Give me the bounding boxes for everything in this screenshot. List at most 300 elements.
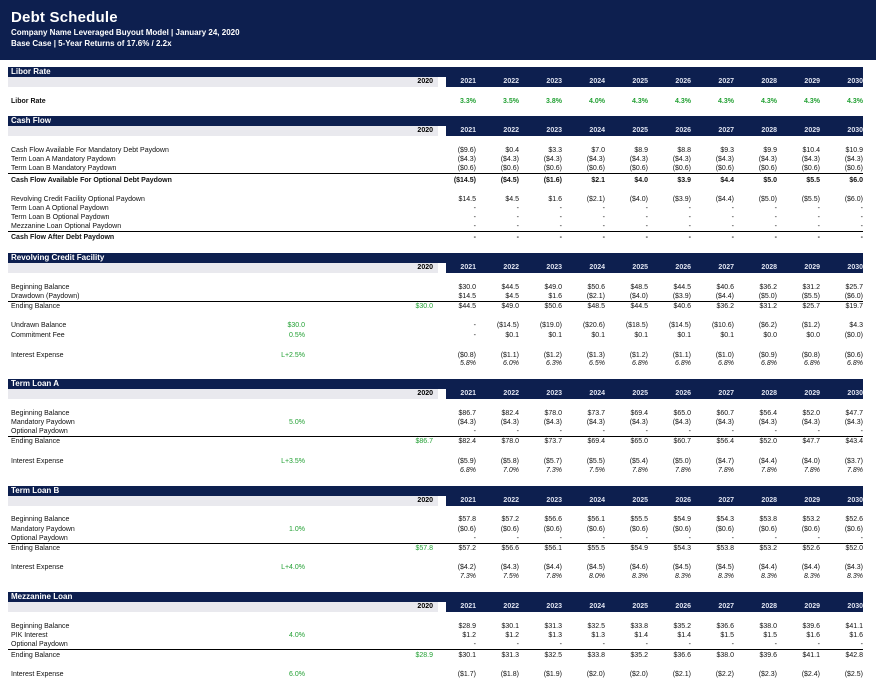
value-cell: -: [817, 535, 820, 542]
value-cell: ($2.0): [586, 671, 605, 678]
year-2029: 2029: [804, 78, 820, 85]
value-cell: $28.9: [458, 623, 476, 630]
value-cell: $38.0: [716, 652, 734, 659]
year-2029: 2029: [804, 264, 820, 271]
year-2021: 2021: [460, 497, 476, 504]
value-cell: $31.3: [544, 623, 562, 630]
value-cell: $44.5: [630, 303, 648, 310]
value-cell: $57.8: [458, 516, 476, 523]
value-cell: ($0.6): [543, 165, 562, 172]
row-label: Optional Paydown: [11, 428, 68, 435]
value-cell: $5.0: [763, 177, 777, 184]
value-cell: 7.5%: [589, 467, 605, 474]
value-cell: $36.2: [716, 303, 734, 310]
value-cell: -: [473, 332, 476, 339]
value-cell: $10.9: [845, 147, 863, 154]
page-subtitle: Company Name Leveraged Buyout Model | January 24, 2020: [11, 28, 240, 37]
year-2022: 2022: [503, 390, 519, 397]
value-cell: $36.2: [759, 284, 777, 291]
value-cell: ($4.3): [801, 156, 820, 163]
value-cell: ($4.5): [672, 564, 691, 571]
value-cell: 4.3%: [632, 98, 648, 105]
value-cell: ($4.3): [500, 419, 519, 426]
year-2024: 2024: [589, 127, 605, 134]
value-cell: -: [731, 214, 734, 221]
value-cell: $53.8: [759, 516, 777, 523]
value-cell: -: [774, 223, 777, 230]
value-cell: $38.0: [759, 623, 777, 630]
year-2029: 2029: [804, 390, 820, 397]
year-2021: 2021: [460, 127, 476, 134]
year-2023: 2023: [546, 497, 562, 504]
value-cell: -: [860, 214, 863, 221]
value-cell: $40.6: [716, 284, 734, 291]
value-cell: 4.3%: [804, 98, 820, 105]
year-2021: 2021: [460, 264, 476, 271]
value-cell: $57.2: [458, 545, 476, 552]
value-cell: $47.7: [802, 438, 820, 445]
year-2024: 2024: [589, 603, 605, 610]
value-cell: -: [688, 641, 691, 648]
value-cell: ($3.9): [672, 293, 691, 300]
value-cell: ($0.0): [844, 332, 863, 339]
value-cell: $4.5: [505, 196, 519, 203]
row-label: Ending Balance: [11, 303, 61, 310]
value-cell: ($0.8): [457, 352, 476, 359]
year-2026: 2026: [675, 603, 691, 610]
total-rule: [8, 173, 863, 174]
value-cell: $73.7: [544, 438, 562, 445]
year-2020: 2020: [417, 127, 433, 134]
value-cell: $30.1: [501, 623, 519, 630]
value-cell: ($4.3): [758, 156, 777, 163]
value-cell: ($4.4): [801, 564, 820, 571]
value-cell: -: [516, 428, 519, 435]
value-cell: ($4.3): [543, 419, 562, 426]
value-cell: -: [473, 223, 476, 230]
value-cell: -: [473, 641, 476, 648]
assumption-value: $30.0: [287, 322, 305, 329]
value-cell: $1.6: [806, 632, 820, 639]
year-2030: 2030: [847, 78, 863, 85]
value-cell: -: [817, 428, 820, 435]
value-cell: ($0.6): [586, 165, 605, 172]
value-cell: $43.4: [845, 438, 863, 445]
value-cell: -: [688, 214, 691, 221]
total-rule: [8, 231, 863, 232]
value-cell: $82.4: [458, 438, 476, 445]
assumption-value: 1.0%: [289, 526, 305, 533]
value-cell: 7.8%: [675, 467, 691, 474]
value-cell: $31.2: [802, 284, 820, 291]
value-cell: -: [602, 641, 605, 648]
value-cell: $40.6: [673, 303, 691, 310]
value-cell: ($4.5): [586, 564, 605, 571]
row-label: Commitment Fee: [11, 332, 65, 339]
value-cell: -: [774, 428, 777, 435]
row-label: Beginning Balance: [11, 623, 70, 630]
value-cell: -: [817, 234, 820, 241]
value-cell: $47.7: [845, 410, 863, 417]
value-cell: $0.1: [720, 332, 734, 339]
value-cell: -: [731, 428, 734, 435]
value-cell: $31.2: [759, 303, 777, 310]
row-label: Mandatory Paydown: [11, 526, 75, 533]
value-cell: $3.3: [548, 147, 562, 154]
value-cell: $52.6: [802, 545, 820, 552]
row-label: Interest Expense: [11, 564, 64, 571]
value-cell: ($4.4): [758, 458, 777, 465]
value-cell: $0.4: [505, 147, 519, 154]
value-cell: ($5.9): [457, 458, 476, 465]
value-cell: $44.5: [673, 284, 691, 291]
value-cell: ($20.6): [582, 322, 605, 329]
value-cell: $41.1: [802, 652, 820, 659]
row-label: Beginning Balance: [11, 284, 70, 291]
value-cell: ($4.3): [715, 419, 734, 426]
value-cell: -: [860, 641, 863, 648]
year-header-shade: [8, 389, 438, 399]
value-cell: $25.7: [802, 303, 820, 310]
value-cell: ($0.6): [500, 526, 519, 533]
value-cell: 8.3%: [632, 573, 648, 580]
value-cell: ($0.6): [672, 526, 691, 533]
value-cell: $60.7: [716, 410, 734, 417]
value-cell: $0.1: [591, 332, 605, 339]
value-cell: $82.4: [501, 410, 519, 417]
value-cell: ($4.4): [543, 564, 562, 571]
value-cell: $44.5: [458, 303, 476, 310]
value-cell: ($4.5): [715, 564, 734, 571]
value-cell: $48.5: [587, 303, 605, 310]
assumption-value: L+2.5%: [281, 352, 305, 359]
value-cell: ($0.6): [801, 526, 820, 533]
value-cell: $1.4: [677, 632, 691, 639]
value-cell: ($5.8): [500, 458, 519, 465]
year-2028: 2028: [761, 603, 777, 610]
value-cell: ($4.0): [801, 458, 820, 465]
value-cell: 7.5%: [503, 573, 519, 580]
row-label: Mandatory Paydown: [11, 419, 75, 426]
value-cell: 4.3%: [718, 98, 734, 105]
value-cell: $1.5: [763, 632, 777, 639]
value-cell: -: [602, 205, 605, 212]
value-cell: 8.3%: [675, 573, 691, 580]
value-cell: ($2.3): [758, 671, 777, 678]
value-cell: $0.1: [634, 332, 648, 339]
value-cell: $6.0: [849, 177, 863, 184]
value-cell: ($2.4): [801, 671, 820, 678]
value-cell: -: [473, 428, 476, 435]
year-2029: 2029: [804, 603, 820, 610]
year-2023: 2023: [546, 390, 562, 397]
libor-year-header: [8, 77, 863, 87]
value-cell: $4.3: [849, 322, 863, 329]
value-cell: $65.0: [630, 438, 648, 445]
value-cell: $0.1: [677, 332, 691, 339]
value-cell: -: [774, 234, 777, 241]
value-cell: $65.0: [673, 410, 691, 417]
value-cell: 8.3%: [718, 573, 734, 580]
value-cell: $54.9: [673, 516, 691, 523]
row-label: Optional Paydown: [11, 641, 68, 648]
value-cell: $9.3: [720, 147, 734, 154]
value-cell: $31.3: [501, 652, 519, 659]
year-2021: 2021: [460, 603, 476, 610]
value-cell: -: [774, 535, 777, 542]
value-cell: $56.4: [716, 438, 734, 445]
row-label: PIK Interest: [11, 632, 48, 639]
value-cell: $30.1: [458, 652, 476, 659]
value-cell: -: [602, 535, 605, 542]
value-cell: -: [473, 322, 476, 329]
value-cell: ($0.6): [844, 526, 863, 533]
value-cell: 3.5%: [503, 98, 519, 105]
value-cell: ($2.0): [629, 671, 648, 678]
assumption-value: 5.0%: [289, 419, 305, 426]
value-cell: $52.6: [845, 516, 863, 523]
value-cell: ($0.6): [844, 165, 863, 172]
value-cell: -: [688, 535, 691, 542]
row-label: Mezzanine Loan Optional Paydown: [11, 223, 122, 230]
value-cell: ($0.6): [672, 165, 691, 172]
value-cell: -: [774, 205, 777, 212]
year-2026: 2026: [675, 127, 691, 134]
value-cell: ($1.0): [715, 352, 734, 359]
value-cell: ($4.3): [500, 564, 519, 571]
value-cell: ($4.3): [543, 156, 562, 163]
value-cell: $52.0: [759, 438, 777, 445]
value-cell: 7.8%: [847, 467, 863, 474]
value-cell: ($0.8): [801, 352, 820, 359]
value-cell: $39.6: [802, 623, 820, 630]
value-cell: $60.7: [673, 438, 691, 445]
year-2025: 2025: [632, 127, 648, 134]
row-label: Revolving Credit Facility Optional Paydown: [11, 196, 145, 203]
value-cell: ($4.3): [844, 419, 863, 426]
year-header-shade: [8, 77, 438, 87]
value-cell: ($4.4): [715, 196, 734, 203]
year-2030: 2030: [847, 127, 863, 134]
value-cell: 7.8%: [761, 467, 777, 474]
value-cell: ($6.2): [758, 322, 777, 329]
value-cell: $50.6: [544, 303, 562, 310]
value-cell: ($0.6): [457, 165, 476, 172]
value-cell: -: [516, 234, 519, 241]
value-cell: -: [731, 205, 734, 212]
value-cell: ($1.1): [500, 352, 519, 359]
value-cell: ($5.5): [801, 196, 820, 203]
value-cell: -: [774, 641, 777, 648]
row-label: Libor Rate: [11, 98, 46, 105]
value-cell: -: [860, 205, 863, 212]
value-cell: -: [516, 535, 519, 542]
value-cell: $10.4: [802, 147, 820, 154]
value-cell: $33.8: [630, 623, 648, 630]
year-2024: 2024: [589, 78, 605, 85]
value-cell: $9.9: [763, 147, 777, 154]
value-cell: ($4.4): [758, 564, 777, 571]
value-cell: ($0.6): [457, 526, 476, 533]
value-cell: 6.5%: [589, 360, 605, 367]
year-2028: 2028: [761, 264, 777, 271]
row-label: Cash Flow After Debt Paydown: [11, 234, 115, 241]
value-cell: ($5.0): [672, 458, 691, 465]
value-cell: ($2.5): [844, 671, 863, 678]
value-cell: -: [559, 223, 562, 230]
value-cell: $32.5: [587, 623, 605, 630]
value-cell: $0.0: [806, 332, 820, 339]
value-cell: -: [645, 234, 648, 241]
year-2023: 2023: [546, 603, 562, 610]
row-label: Interest Expense: [11, 671, 64, 678]
value-cell: ($3.9): [672, 196, 691, 203]
term-loan-b-year-header: [8, 496, 863, 506]
value-cell: ($2.2): [715, 671, 734, 678]
year-header-shade: [8, 126, 438, 136]
cash-flow-year-header: [8, 126, 863, 136]
value-cell: $54.3: [716, 516, 734, 523]
year-2020: 2020: [417, 497, 433, 504]
year-2020: 2020: [417, 78, 433, 85]
value-cell: $35.2: [673, 623, 691, 630]
value-cell: ($2.1): [586, 293, 605, 300]
value-cell: $4.0: [634, 177, 648, 184]
year-2022: 2022: [503, 264, 519, 271]
value-cell: -: [645, 214, 648, 221]
value-cell: $19.7: [845, 303, 863, 310]
value-cell: ($9.6): [457, 147, 476, 154]
row-label: Beginning Balance: [11, 516, 70, 523]
value-cell: $0.1: [548, 332, 562, 339]
term-loan-a-section-title: Term Loan A: [8, 379, 863, 389]
revolver-section-title: Revolving Credit Facility: [8, 253, 863, 263]
value-cell: ($0.6): [844, 352, 863, 359]
year-2027: 2027: [718, 497, 734, 504]
year-header-shade: [8, 602, 438, 612]
year-2027: 2027: [718, 78, 734, 85]
value-cell: $1.3: [591, 632, 605, 639]
value-cell: ($1.2): [629, 352, 648, 359]
value-cell: -: [516, 223, 519, 230]
value-cell: 5.8%: [460, 360, 476, 367]
year-2020: 2020: [417, 390, 433, 397]
value-cell: $55.5: [587, 545, 605, 552]
year-2021: 2021: [460, 390, 476, 397]
value-cell: $50.6: [587, 284, 605, 291]
value-cell: 8.0%: [589, 573, 605, 580]
value-cell: 7.3%: [460, 573, 476, 580]
value-cell: $86.7: [458, 410, 476, 417]
value-cell: -: [731, 535, 734, 542]
value-cell: ($14.5): [496, 322, 519, 329]
row-label: Ending Balance: [11, 545, 61, 552]
row-label: Term Loan A Optional Paydown: [11, 205, 109, 212]
value-cell: ($4.3): [672, 419, 691, 426]
year-2027: 2027: [718, 390, 734, 397]
row-label: Ending Balance: [11, 652, 61, 659]
value-cell: -: [645, 205, 648, 212]
term-loan-b-section-title: Term Loan B: [8, 486, 863, 496]
value-cell: $7.0: [591, 147, 605, 154]
value-cell: 8.3%: [761, 573, 777, 580]
value-cell: -: [473, 535, 476, 542]
page-header: [0, 0, 876, 60]
value-cell: $73.7: [587, 410, 605, 417]
value-cell: ($2.1): [672, 671, 691, 678]
value-cell: $14.5: [458, 293, 476, 300]
value-cell: $52.0: [845, 545, 863, 552]
value-cell: 6.8%: [460, 467, 476, 474]
value-cell: $30.0: [458, 284, 476, 291]
value-cell: 6.8%: [632, 360, 648, 367]
year-2026: 2026: [675, 264, 691, 271]
value-cell: $48.5: [630, 284, 648, 291]
value-cell: -: [645, 535, 648, 542]
row-label: Undrawn Balance: [11, 322, 67, 329]
value-cell: -: [688, 428, 691, 435]
value-cell: -: [559, 428, 562, 435]
row-label: Optional Paydown: [11, 535, 68, 542]
value-cell: -: [473, 205, 476, 212]
value-cell: $0.0: [763, 332, 777, 339]
value-cell: $52.0: [802, 410, 820, 417]
scenario-line: Base Case | 5-Year Returns of 17.6% / 2.2x: [11, 39, 172, 48]
value-cell: 4.0%: [589, 98, 605, 105]
value-cell: $2.1: [591, 177, 605, 184]
value-cell: -: [688, 205, 691, 212]
value-cell: ($3.7): [844, 458, 863, 465]
assumption-value: 0.5%: [289, 332, 305, 339]
year-2026: 2026: [675, 497, 691, 504]
value-cell: $54.9: [630, 545, 648, 552]
value-cell: 6.3%: [546, 360, 562, 367]
row-label: Term Loan A Mandatory Paydown: [11, 156, 116, 163]
year-2028: 2028: [761, 127, 777, 134]
value-cell: ($4.0): [629, 293, 648, 300]
year-2030: 2030: [847, 264, 863, 271]
value-cell: ($1.9): [543, 671, 562, 678]
value-cell: $49.0: [544, 284, 562, 291]
value-cell: -: [817, 205, 820, 212]
value-cell: $44.5: [501, 284, 519, 291]
year-2022: 2022: [503, 603, 519, 610]
value-cell: ($4.3): [586, 419, 605, 426]
value-cell: ($14.5): [668, 322, 691, 329]
value-cell: $33.8: [587, 652, 605, 659]
year-2024: 2024: [589, 264, 605, 271]
year-2022: 2022: [503, 78, 519, 85]
revolver-year-header: [8, 263, 863, 273]
cash-flow-section-title: Cash Flow: [8, 116, 863, 126]
value-cell: $56.1: [587, 516, 605, 523]
year-2024: 2024: [589, 390, 605, 397]
year-2022: 2022: [503, 497, 519, 504]
value-cell: ($4.3): [500, 156, 519, 163]
value-cell: ($6.0): [844, 196, 863, 203]
value-cell: $56.1: [544, 545, 562, 552]
value-cell: $86.7: [415, 438, 433, 445]
row-label: Beginning Balance: [11, 410, 70, 417]
value-cell: $1.6: [548, 196, 562, 203]
value-cell: ($4.3): [672, 156, 691, 163]
value-cell: ($2.1): [586, 196, 605, 203]
year-2027: 2027: [718, 264, 734, 271]
value-cell: ($4.6): [629, 564, 648, 571]
value-cell: 8.3%: [847, 573, 863, 580]
value-cell: 6.8%: [675, 360, 691, 367]
year-2028: 2028: [761, 497, 777, 504]
